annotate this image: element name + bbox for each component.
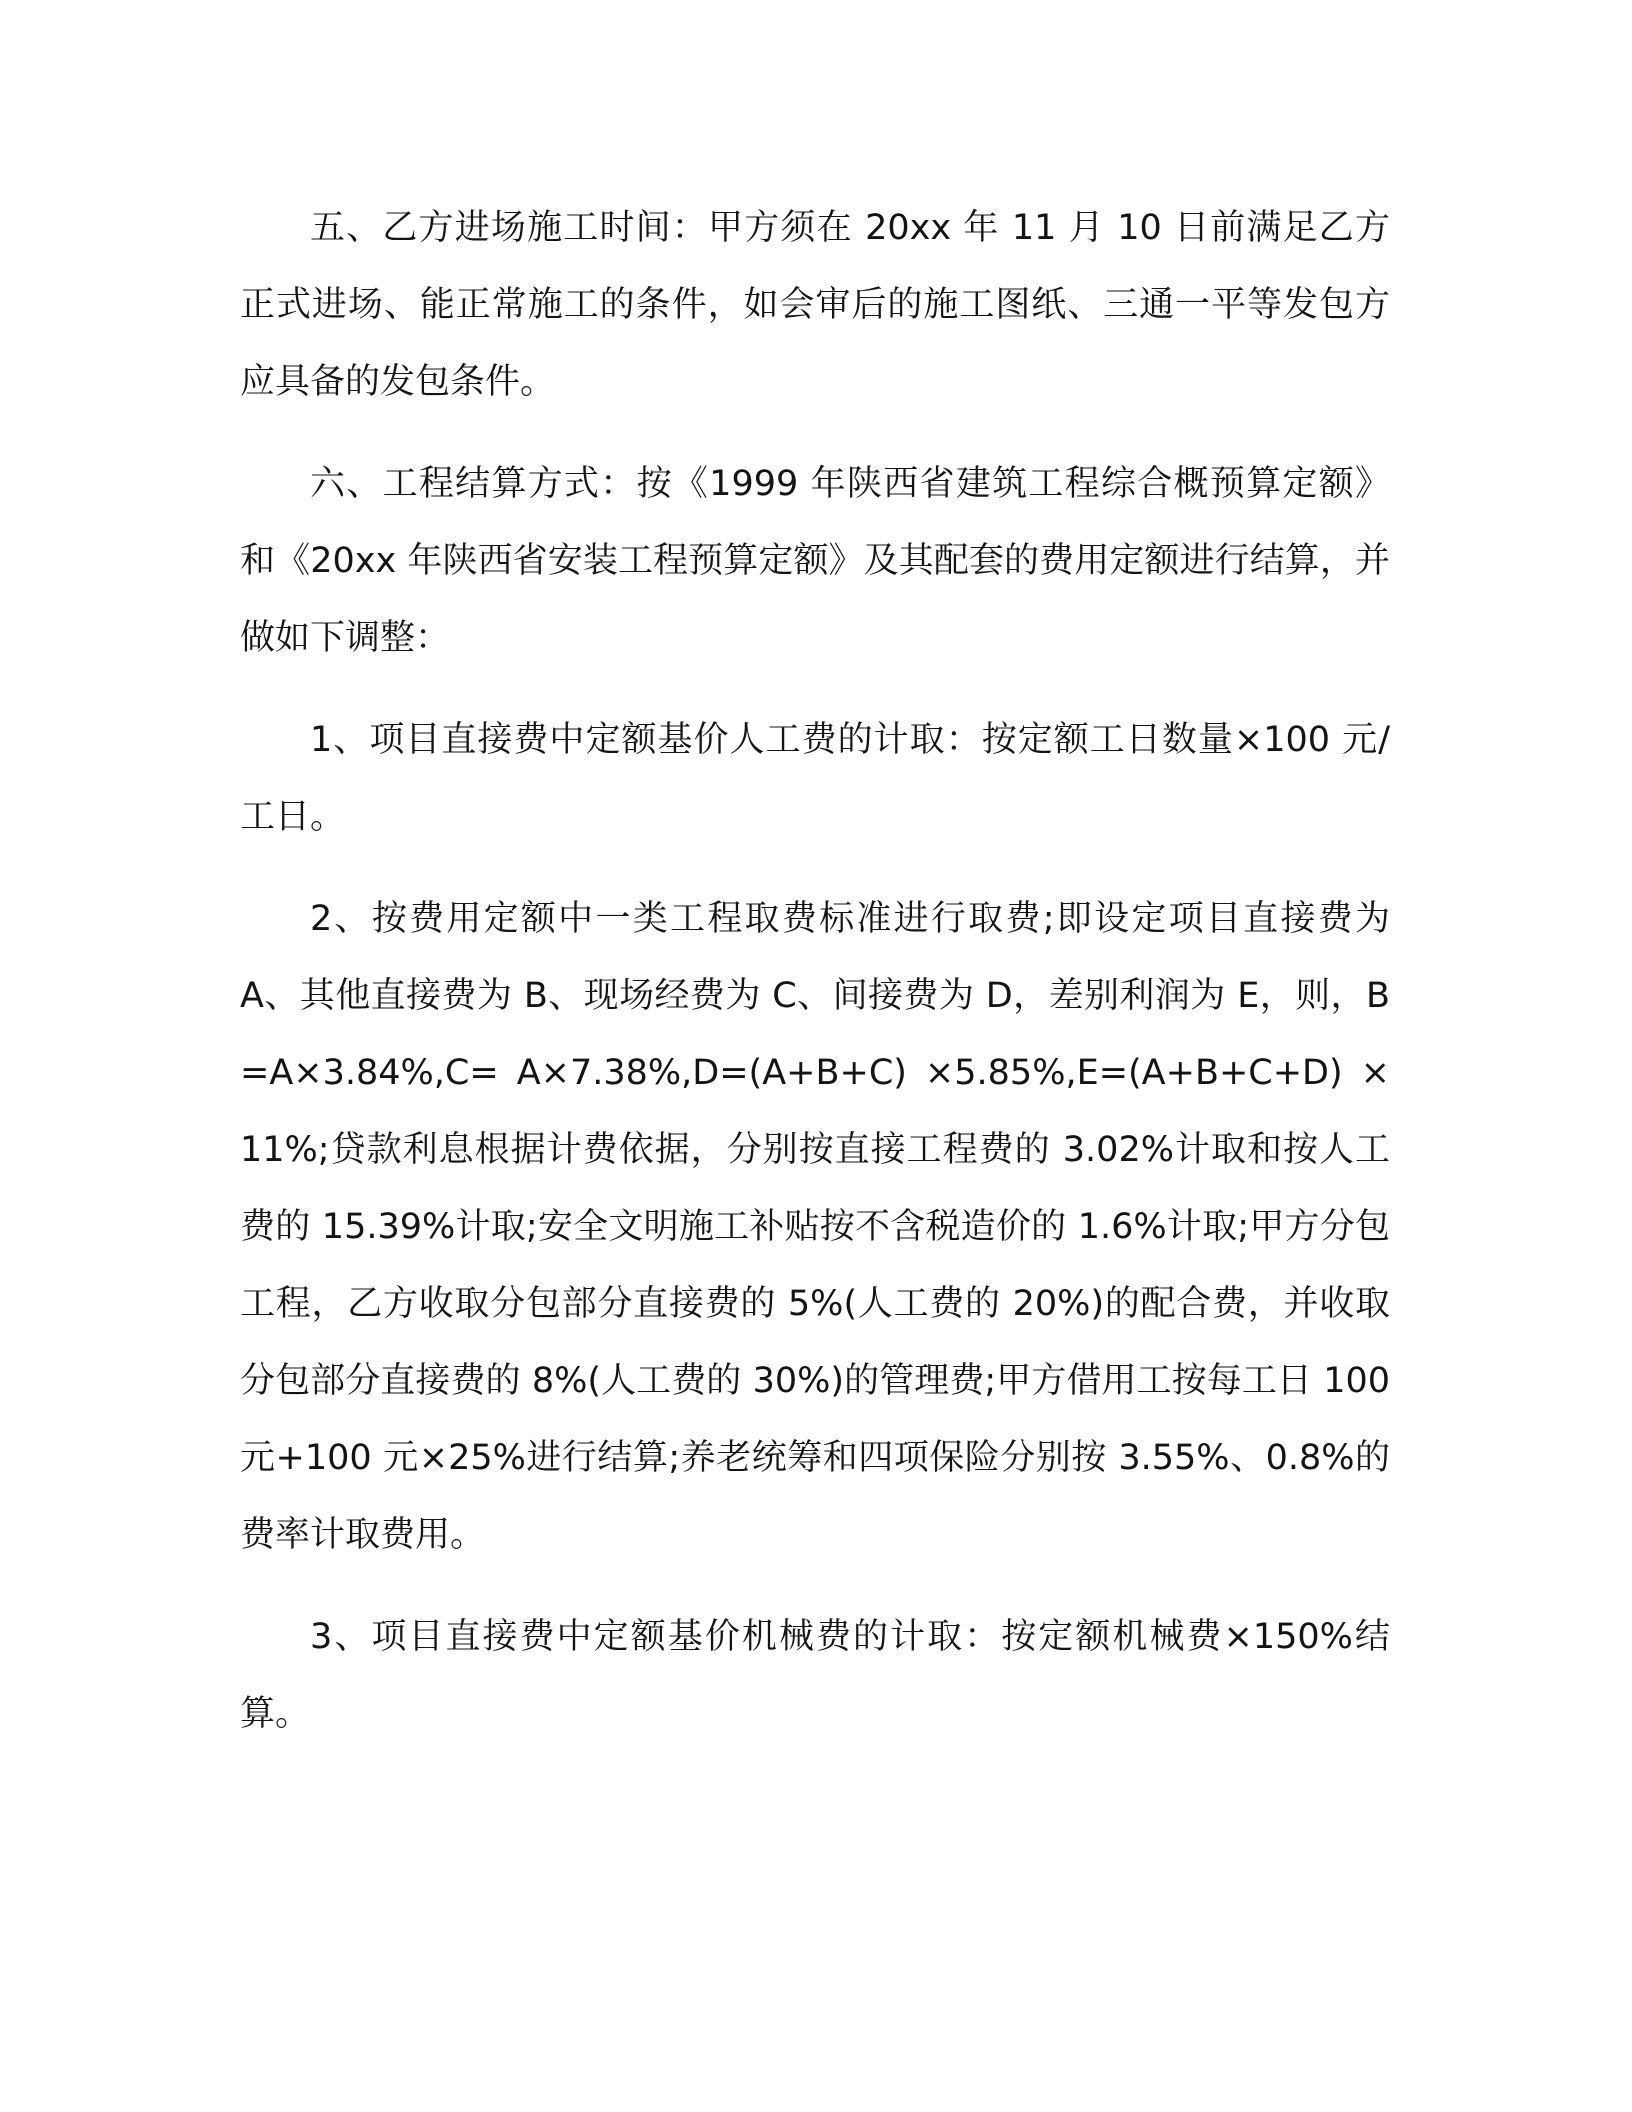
paragraph-item-2-fee-standard: 2、按费用定额中一类工程取费标准进行取费;即设定项目直接费为 A、其他直接费为 B、现场经费为 C、间接费为 D，差别利润为 E，则，B=A×3.84%,C= A×7.38%,D=(A+B+C) ×5.85%,E=(A+B+C+D) ×11%;贷款利息根据计费依据，分别按直接工程费的 3.02%计取和按人工费的 15.39%计取;安全文明施工补贴按不含税造价的 1.6%计取;甲方分包工程，乙方收取分包部分直接费的 5%(人工费的 20%)的配合费，并收取分包部分直接费的 8%(人工费的 30%)的管理费;甲方借用工按每工日 100 元+100 元×25%进行结算;养老统筹和四项保险分别按 3.55%、0.8%的费率计取费用。 xyxy=(240,899,1390,1555)
paragraph-section-5-entry-time: 五、乙方进场施工时间：甲方须在 20xx 年 11 月 10 日前满足乙方正式进场、能正常施工的条件，如会审后的施工图纸、三通一平等发包方应具备的发包条件。 xyxy=(240,208,1390,402)
document-body xyxy=(240,190,1390,1778)
paragraph-item-1-labor-cost: 1、项目直接费中定额基价人工费的计取：按定额工日数量×100 元/工日。 xyxy=(240,720,1390,837)
paragraph-item-3-machinery-cost: 3、项目直接费中定额基价机械费的计取：按定额机械费×150%结算。 xyxy=(240,1617,1390,1734)
paragraph-section-6-settlement-method: 六、工程结算方式：按《1999 年陕西省建筑工程综合概预算定额》和《20xx 年陕西省安装工程预算定额》及其配套的费用定额进行结算，并做如下调整： xyxy=(240,464,1390,658)
